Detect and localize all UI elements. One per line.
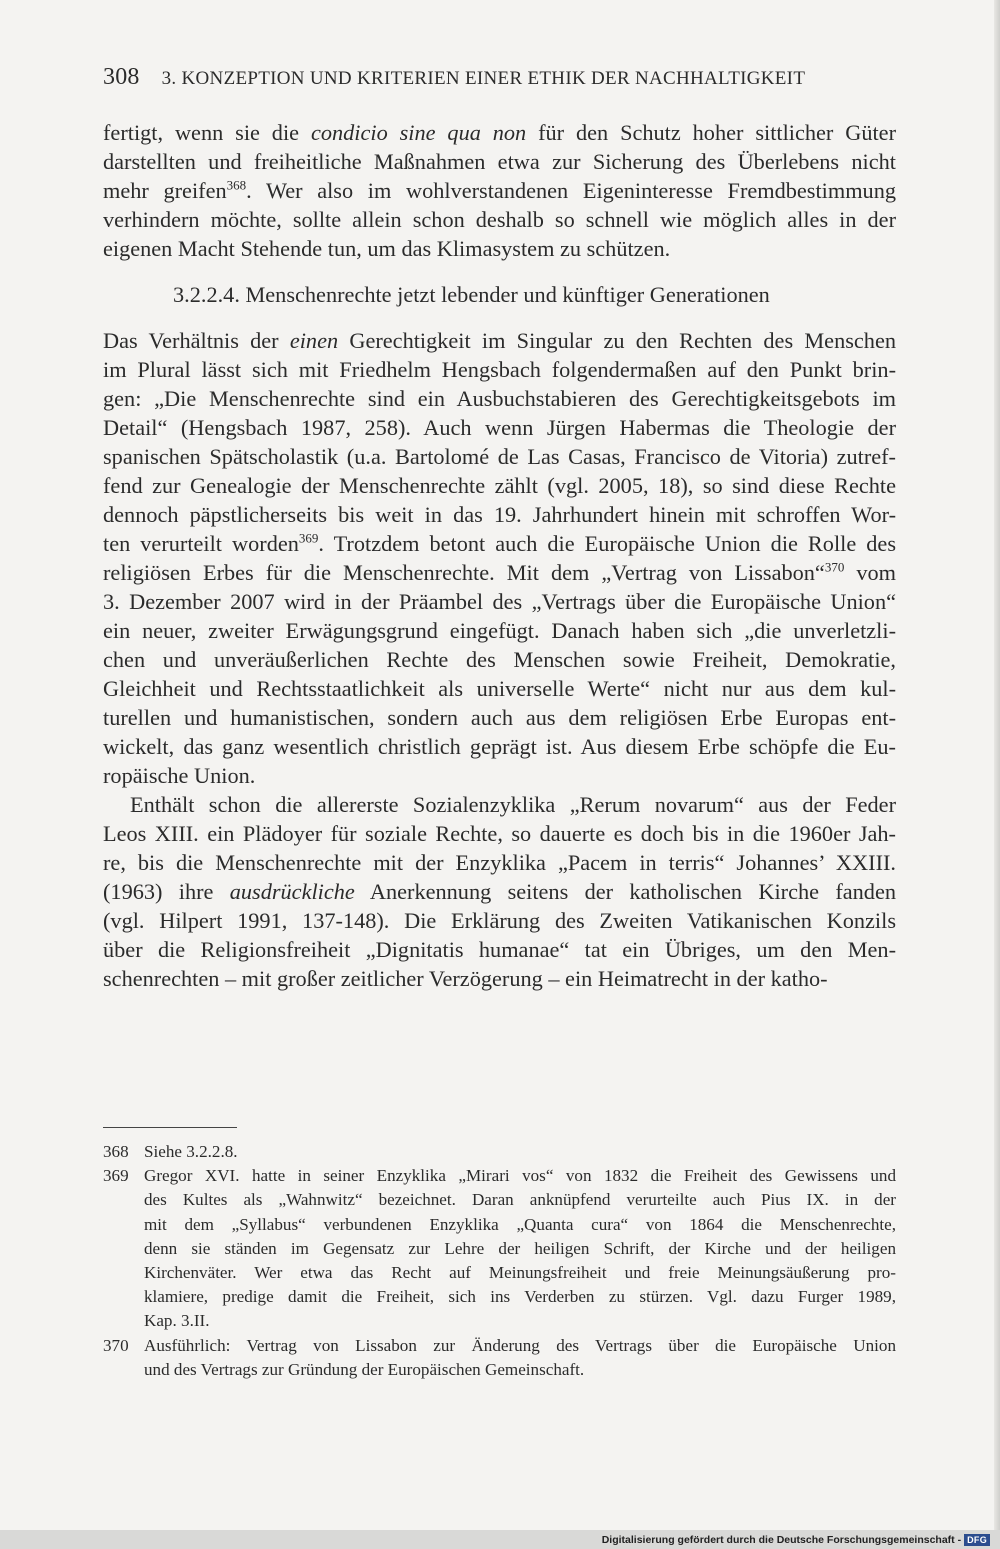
line-text: Gleichheit und Rechtsstaatlichkeit als universelle Werte“ nicht nur aus dem kul- — [103, 676, 896, 701]
text-line — [103, 645, 896, 674]
footnote-line: Kirchenväter. Wer etwa das Recht auf Meinungsfreiheit und freie Meinungsäußerung pro- — [144, 1262, 896, 1282]
footnote-ref-369: 369 — [298, 530, 319, 546]
footnote-number: 369 — [103, 1166, 129, 1186]
text-line — [103, 326, 896, 355]
line-text: chen und unveräußerlichen Rechte des Menschen sowie Freiheit, Demokratie, — [103, 647, 896, 672]
text-line — [103, 790, 896, 819]
running-head — [103, 64, 903, 91]
text-line — [103, 819, 896, 848]
footnote-line: Ausführlich: Vertrag von Lissabon zur Änderung des Vertrags über die Europäische Union — [144, 1335, 896, 1355]
line-text: gen: „Die Menschenrechte sind ein Ausbuchstabieren des Gerechtigkeitsgebots im — [103, 386, 896, 411]
text-line — [103, 877, 896, 906]
text-line: eigenen Macht Stehende tun, um das Klimasystem zu schützen. — [103, 236, 671, 261]
footnote-line: des Kultes als „Wahnwitz“ bezeichnet. Daran anknüpfend verurteilte auch Pius IX. in der — [144, 1190, 896, 1210]
text-line — [103, 442, 896, 471]
footnote-line: klamiere, predige damit die Freiheit, sich ins Verderben zu stürzen. Vgl. dazu Furger 1989, — [144, 1287, 896, 1307]
page-edge — [994, 0, 1000, 1530]
text-line — [103, 587, 896, 616]
text-line — [103, 616, 896, 645]
text-line — [103, 906, 896, 935]
text-line: mehr greifen$^{368}$. Wer also im wohlverstandenen Eigeninteresse Fremdbestimmung — [103, 177, 897, 203]
line-text: (vgl. Hilpert 1991, 137-148). Die Erklärung des Zweiten Vatikanischen Konzils — [103, 908, 896, 933]
line-text: fend zur Genealogie der Menschenrechte zählt (vgl. 2005, 18), so sind diese Rechte — [103, 473, 896, 498]
line-text: vom — [844, 560, 896, 585]
text-line: fertigt, wenn sie die condicio sine qua non für den Schutz hoher sittlicher Güter — [103, 120, 896, 145]
line-text: wickelt, das ganz wesentlich christlich geprägt ist. Aus diesem Erbe schöpfe die Eu- — [103, 734, 896, 759]
text-line — [103, 384, 896, 413]
footnote-number: 368 — [103, 1142, 129, 1161]
footnote-line: und des Vertrags zur Gründung der Europäischen Gemeinschaft. — [144, 1359, 585, 1379]
text-line — [103, 471, 896, 500]
footnotes — [103, 1140, 896, 1382]
line-text: ein neuer, zweiter Erwägungsgrund eingefügt. Danach haben sich „die unverletzli- — [103, 618, 896, 643]
text-line: darstellten und freiheitliche Maßnahmen etwa zur Sicherung des Überlebens nicht — [103, 149, 896, 174]
credit-text: Digitalisierung gefördert durch die Deutsche Forschungsgemeinschaft - — [601, 1534, 962, 1546]
text-line — [103, 413, 896, 442]
italic-term: ausdrückliche — [229, 879, 355, 904]
text-line — [103, 732, 896, 761]
text-line — [103, 674, 896, 703]
footnote-line: denn sie ständen im Gegensatz zur Lehre der heiligen Schrift, der Kirche und der heiligen — [144, 1238, 896, 1258]
footnote-368 — [103, 1140, 896, 1164]
line-text: Detail“ (Hengsbach 1987, 258). Auch wenn Jürgen Habermas die Theologie der — [103, 415, 896, 440]
line-text: Gerechtigkeit im Singular zu den Rechten des Menschen — [338, 328, 896, 353]
text-line — [103, 848, 896, 877]
digitization-credit — [602, 1533, 990, 1547]
line-text: 3. Dezember 2007 wird in der Präambel des „Vertrags über die Europäische Union“ — [103, 589, 896, 614]
footnote-line: Siehe 3.2.2.8. — [144, 1142, 238, 1161]
text-line — [103, 703, 896, 732]
text-line — [103, 935, 896, 964]
text-line — [103, 500, 896, 529]
text-line — [103, 558, 896, 587]
line-text: Enthält schon die allererste Sozialenzyklika „Rerum novarum“ aus der Feder — [130, 792, 896, 817]
italic-term: condicio sine qua non — [310, 120, 527, 145]
text-line — [103, 761, 896, 790]
section-heading: 3.2.2.4. Menschenrechte jetzt lebender und künftiger Generationen — [173, 282, 770, 307]
line-text: spanischen Spätscholastik (u.a. Bartolomé de Las Casas, Francisco de Vitoria) zutref- — [103, 444, 896, 469]
footnote-ref-370: 370 — [824, 559, 845, 575]
footnote-line: Gregor XVI. hatte in seiner Enzyklika „Mirari vos“ von 1832 die Freiheit des Gewissens und — [144, 1166, 896, 1186]
line-text: Anerkennung seitens der katholischen Kirche fanden — [354, 879, 896, 904]
text-line: verhindern möchte, sollte allein schon deshalb so schnell wie möglich alles in der — [103, 207, 896, 232]
line-text: schenrechten – mit großer zeitlicher Verzögerung – ein Heimatrecht in der katho- — [103, 966, 828, 991]
line-text: ten verurteilt worden — [103, 531, 299, 556]
footnote-line: Kap. 3.II. — [144, 1311, 210, 1331]
footnote-number: 370 — [103, 1335, 129, 1355]
line-text: (1963) ihre — [103, 879, 230, 904]
body-text — [103, 118, 896, 993]
line-text: ropäische Union. — [103, 763, 256, 788]
footnote-369 — [103, 1164, 896, 1333]
line-text: turellen und humanistischen, sondern auch aus dem religiösen Erbe Europas ent- — [103, 705, 896, 730]
line-text: Leos XIII. ein Plädoyer für soziale Rechte, so dauerte es doch bis in die 1960er Jah- — [103, 821, 896, 846]
paragraph-1 — [103, 326, 896, 790]
line-text: religiösen Erbes für die Menschenrechte. Mit dem „Vertrag von Lissabon“ — [103, 560, 825, 585]
italic-term: einen — [289, 328, 339, 353]
line-text: re, bis die Menschenrechte mit der Enzyklika „Pacem in terris“ Johannes’ XXIII. — [103, 850, 896, 875]
page-number: 308 — [103, 64, 140, 90]
footnote-line: mit dem „Syllabus“ verbundenen Enzyklika „Quanta cura“ von 1864 die Menschenrechte, — [144, 1214, 896, 1234]
text-line — [103, 529, 896, 558]
footnote-370 — [103, 1334, 896, 1382]
footnote-ref-368: 368 — [226, 177, 247, 193]
line-text: im Plural lässt sich mit Friedhelm Hengsbach folgendermaßen auf den Punkt brin- — [103, 357, 896, 382]
paragraph-2 — [103, 790, 896, 993]
footnote-separator — [103, 1127, 237, 1128]
running-head-title: 3. KONZEPTION UND KRITERIEN EINER ETHIK DER NACHHALTIGKEIT — [161, 68, 806, 89]
dfg-logo: DFG — [964, 1534, 990, 1546]
line-text: Das Verhältnis der — [103, 328, 290, 353]
line-text: . Trotzdem betont auch die Europäische Union die Rolle des — [318, 531, 896, 556]
text-line — [103, 964, 896, 993]
line-text: dennoch päpstlicherseits bis weit in das 19. Jahrhundert hinein mit schroffen Wor- — [103, 502, 896, 527]
line-text: über die Religionsfreiheit „Dignitatis humanae“ tat ein Übriges, um den Men- — [103, 937, 896, 962]
text-line — [103, 355, 896, 384]
